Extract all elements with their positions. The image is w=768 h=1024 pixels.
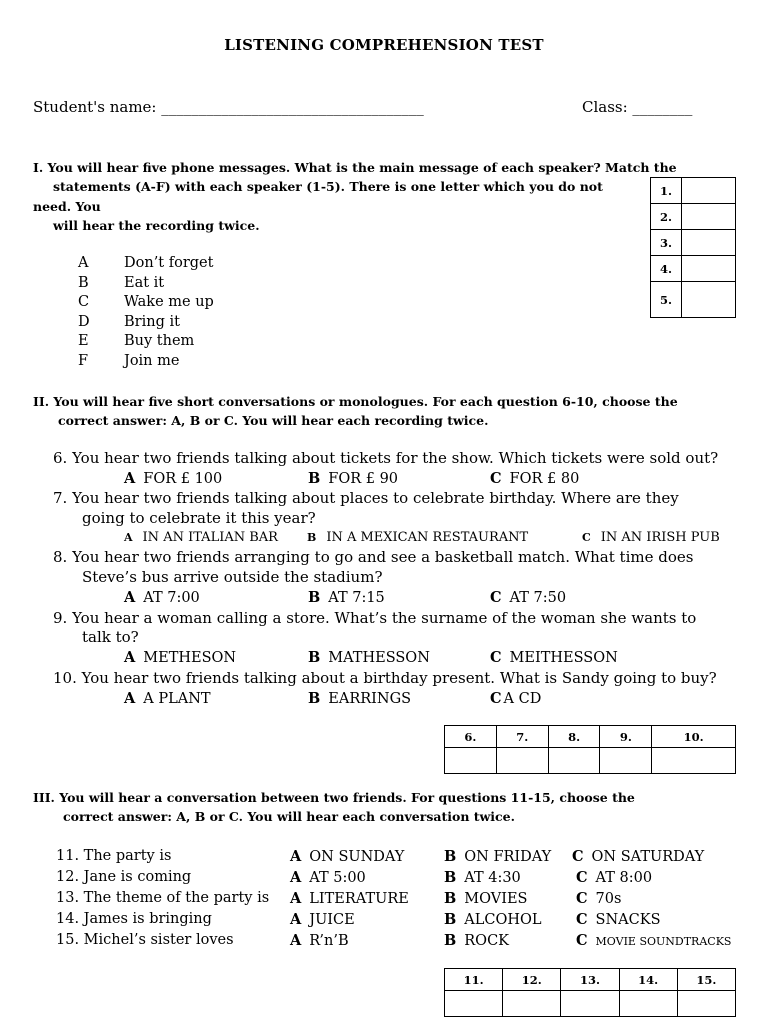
- answer-9a: A METHESON: [124, 649, 237, 666]
- grid-label: 2.: [651, 204, 682, 230]
- class-label: Class: ________: [582, 98, 693, 116]
- question-11: 11. The party is: [56, 848, 172, 864]
- grid-label: 12.: [503, 969, 561, 991]
- grid-label: 14.: [619, 969, 677, 991]
- answer-14b: B ALCOHOL: [444, 911, 542, 928]
- answer-14a: A JUICE: [290, 911, 355, 928]
- grid-label: 5.: [651, 282, 682, 318]
- section-1-line-1: I. You will hear five phone messages. What is the main message of each speaker? Match the: [33, 160, 677, 175]
- grid-label: 10.: [652, 726, 736, 748]
- answer-8b: B AT 7:15: [308, 589, 385, 606]
- section-1-line-2: statements (A-F) with each speaker (1-5). There is one letter which you do not: [53, 179, 603, 194]
- option-letter: F: [78, 353, 89, 369]
- answer-6c: C FOR £ 80: [490, 470, 580, 487]
- answer-15b: B ROCK: [444, 932, 509, 949]
- answer-cell[interactable]: [682, 282, 736, 318]
- option-text: Join me: [124, 353, 180, 369]
- answer-10b: B EARRINGS: [308, 690, 412, 707]
- option-letter: A: [78, 255, 89, 271]
- question-14: 14. James is bringing: [56, 911, 212, 927]
- grid-label: 6.: [445, 726, 497, 748]
- grid-label: 15.: [677, 969, 735, 991]
- section-3-line-2: correct answer: A, B or C. You will hear each conversation twice.: [63, 809, 515, 824]
- answer-10c: C A CD: [490, 690, 542, 707]
- question-10: 10. You hear two friends talking about a birthday present. What is Sandy going to buy?: [53, 669, 717, 687]
- option-letter: B: [78, 275, 89, 291]
- answer-12c: C AT 8:00: [576, 869, 653, 886]
- answer-7c: C IN AN IRISH PUB: [582, 530, 720, 545]
- section-3-line-1: III. You will hear a conversation between two friends. For questions 11-15, choose the: [33, 790, 635, 805]
- answer-8c: C AT 7:50: [490, 589, 567, 606]
- answer-cell[interactable]: [682, 256, 736, 282]
- answer-11c: C ON SATURDAY: [572, 848, 705, 865]
- answer-grid-11-15: [444, 968, 736, 1017]
- option-text: Bring it: [124, 314, 180, 330]
- question-13: 13. The theme of the party is: [56, 890, 270, 906]
- question-7-line-1: 7. You hear two friends talking about places to celebrate birthday. Where are they: [53, 489, 679, 507]
- question-9-line-2: talk to?: [82, 628, 139, 646]
- grid-label: 4.: [651, 256, 682, 282]
- grid-label: 3.: [651, 230, 682, 256]
- answer-cell[interactable]: [445, 748, 497, 774]
- grid-label: 11.: [445, 969, 503, 991]
- answer-6a: A FOR £ 100: [124, 470, 223, 487]
- grid-label: 13.: [561, 969, 619, 991]
- answer-13c: C 70s: [576, 890, 622, 907]
- answer-10a: A A PLANT: [124, 690, 211, 707]
- question-15: 15. Michel’s sister loves: [56, 932, 234, 948]
- answer-grid-6-10: [444, 725, 736, 774]
- answer-12a: A AT 5:00: [290, 869, 366, 886]
- answer-cell[interactable]: [503, 991, 561, 1017]
- grid-label: 9.: [600, 726, 652, 748]
- grid-label: 8.: [548, 726, 600, 748]
- page-title: LISTENING COMPREHENSION TEST: [224, 36, 544, 54]
- answer-cell[interactable]: [561, 991, 619, 1017]
- answer-15a: A R’n’B: [290, 932, 349, 949]
- answer-6b: B FOR £ 90: [308, 470, 399, 487]
- answer-cell[interactable]: [682, 230, 736, 256]
- answer-cell[interactable]: [682, 204, 736, 230]
- answer-14c: C SNACKS: [576, 911, 661, 928]
- answer-7b: B IN A MEXICAN RESTAURANT: [307, 530, 529, 545]
- grid-label: 7.: [496, 726, 548, 748]
- option-letter: E: [78, 333, 89, 349]
- question-9-line-1: 9. You hear a woman calling a store. What’s the surname of the woman she wants to: [53, 609, 697, 627]
- option-letter: D: [78, 314, 90, 330]
- answer-grid-1-5: [650, 177, 736, 318]
- answer-cell[interactable]: [652, 748, 736, 774]
- answer-cell[interactable]: [619, 991, 677, 1017]
- question-6: 6. You hear two friends talking about tickets for the show. Which tickets were sold out?: [53, 449, 719, 467]
- answer-9b: B MATHESSON: [308, 649, 430, 666]
- question-7-line-2: going to celebrate it this year?: [82, 509, 316, 527]
- answer-cell[interactable]: [548, 748, 600, 774]
- question-8-line-2: Steve’s bus arrive outside the stadium?: [82, 568, 383, 586]
- section-2-line-2: correct answer: A, B or C. You will hear each recording twice.: [58, 413, 489, 428]
- option-text: Eat it: [124, 275, 165, 291]
- answer-15c: C MOVIE SOUNDTRACKS: [576, 932, 732, 949]
- answer-11a: A ON SUNDAY: [290, 848, 405, 865]
- answer-9c: C MEITHESSON: [490, 649, 618, 666]
- answer-13a: A LITERATURE: [290, 890, 409, 907]
- question-8-line-1: 8. You hear two friends arranging to go and see a basketball match. What time does: [53, 548, 694, 566]
- section-2-line-1: II. You will hear five short conversations or monologues. For each question 6-10, choose the: [33, 394, 678, 409]
- option-text: Don’t forget: [124, 255, 214, 271]
- answer-7a: A IN AN ITALIAN BAR: [124, 530, 278, 545]
- answer-11b: B ON FRIDAY: [444, 848, 552, 865]
- answer-cell[interactable]: [445, 991, 503, 1017]
- grid-label: 1.: [651, 178, 682, 204]
- answer-12b: B AT 4:30: [444, 869, 521, 886]
- section-1-line-4: will hear the recording twice.: [53, 218, 260, 233]
- answer-cell[interactable]: [677, 991, 735, 1017]
- answer-13b: B MOVIES: [444, 890, 528, 907]
- question-12: 12. Jane is coming: [56, 869, 192, 885]
- option-letter: C: [78, 294, 90, 310]
- answer-cell[interactable]: [496, 748, 548, 774]
- answer-cell[interactable]: [682, 178, 736, 204]
- student-name-label: Student's name: ___________________________________: [33, 98, 424, 116]
- answer-cell[interactable]: [600, 748, 652, 774]
- option-text: Wake me up: [124, 294, 214, 310]
- section-1-line-3: need. You: [33, 199, 101, 214]
- answer-8a: A AT 7:00: [124, 589, 200, 606]
- option-text: Buy them: [124, 333, 195, 349]
